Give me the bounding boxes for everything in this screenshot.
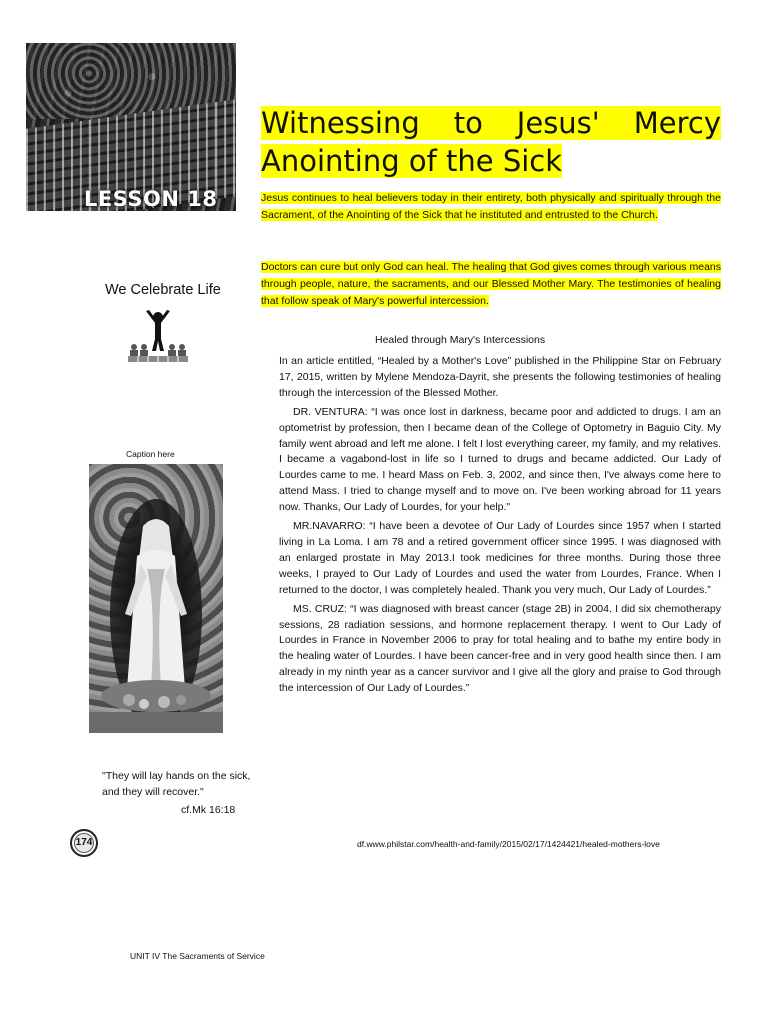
title-line-1: Witnessing to Jesus' Mercy: [261, 106, 721, 140]
title-line-2: Anointing of the Sick: [261, 144, 563, 178]
quote-reference: cf.Mk 16:18: [181, 804, 236, 816]
quote-line-1: "They will lay hands on the sick,: [102, 770, 251, 782]
section-heading: We Celebrate Life: [105, 282, 221, 298]
image-caption: Caption here: [126, 449, 175, 459]
article-paragraph: MS. CRUZ: “I was diagnosed with breast cancer (stage 2B) in 2004. I did six chemotherapy sessions, 28 radiation sessions, and hormone replacement therapy. I went to Our Lady of Lourdes in France in November 2006 to pray for total healing and to bathe my entire body in the healing water of Lourdes. I have been cancer-free and in very good health since then. I am already in my ninth year as a cancer survivor and I give all the glory and praise to God through the intercession of Our Lady of Lourdes.”: [279, 602, 721, 695]
page-number: 174: [70, 829, 98, 857]
unit-footer: UNIT IV The Sacraments of Service: [130, 951, 265, 961]
lesson-photo: [26, 43, 236, 211]
scripture-quote: [102, 768, 250, 800]
quote-line-2: and they will recover.": [102, 786, 204, 798]
article-paragraph: MR.NAVARRO: “I have been a devotee of Our Lady of Lourdes since 1957 when I started living in La Loma. I am 78 and a retired government officer since 1995. I was diagnosed with an enlarged prostate in May 2013.I took medicines for three months. During those three weeks, I prayed to Our Lady of Lourdes and used the water from Lourdes, France. When I returned to the doctor, I was completely healed. Thank you very much, Our Lady of Lourdes.”: [279, 520, 721, 596]
intro-paragraph-2: Doctors can cure but only God can heal. The healing that God gives comes through various means through people, nature, the sacraments, and our Blessed Mother Mary. The testimonies of healing that follow speak of Mary's powerful intercession.: [261, 261, 721, 307]
source-url: df.www.philstar.com/health-and-family/2015/02/17/1424421/healed-mothers-love: [357, 839, 660, 849]
article-body: [279, 354, 721, 700]
article-title: Healed through Mary's Intercessions: [375, 334, 546, 346]
statue-photo: [89, 464, 223, 733]
article-paragraph: In an article entitled, “Healed by a Mother's Love” published in the Philippine Star on February 17, 2015, written by Mylene Mendoza-Dayrit, she presents the following testimonies of healing through the intercession of the Blessed Mother.: [279, 355, 721, 399]
article-paragraph: DR. VENTURA: “I was once lost in darkness, became poor and addicted to drugs. I am an optometrist by profession, then I became dean of the College of Optometry in Baguio City. My family went abroad and left me alone. I felt I lost everything career, my family, and my relatives. I became a vagabond-lost in life so I turned to drugs and became addicted. Our Lady of Lourdes came to me. I heard Mass on Feb. 3, 2002, and since then, I've always come here to attend Mass. I tried to change myself and to move on. I've been working abroad for 11 years now. Thanks, Our Lady of Lourdes, for your help.": [279, 405, 721, 514]
intro-paragraph-1: Jesus continues to heal believers today in their entirety, both physically and spiritually through the Sacrament, of the Anointing of the Sick that he instituted and entrusted to the Church.: [261, 192, 721, 221]
lesson-label: LESSON 18: [84, 187, 218, 211]
celebrate-life-icon: [128, 309, 188, 363]
